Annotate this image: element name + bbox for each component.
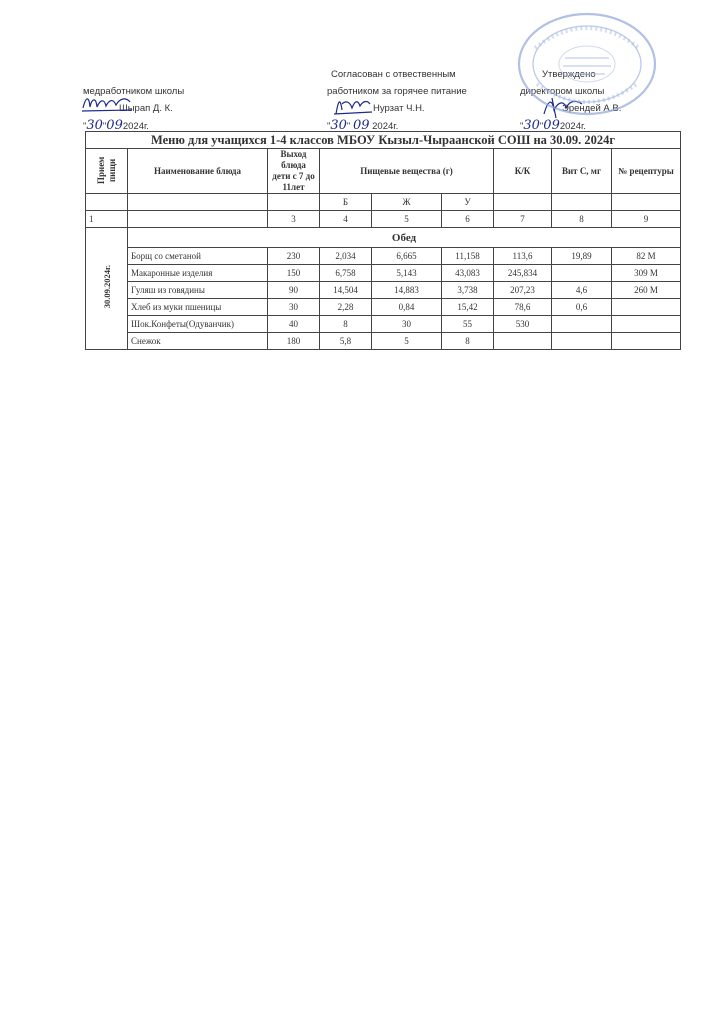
approval-right-date: "30"092024г. xyxy=(520,118,586,133)
menu-table xyxy=(85,131,681,350)
dish-vitc: 4,6 xyxy=(552,282,612,299)
header-output: Выход блюда дети с 7 до 11лет xyxy=(268,149,320,194)
table-row xyxy=(86,299,681,316)
col-number: 9 xyxy=(612,211,681,228)
section-row xyxy=(86,228,681,248)
dish-u: 15,42 xyxy=(442,299,494,316)
dish-vitc xyxy=(552,333,612,350)
col-number: 6 xyxy=(442,211,494,228)
column-number-row xyxy=(86,211,681,228)
approval-center-year: 2024г. xyxy=(372,121,399,132)
dish-output: 40 xyxy=(268,316,320,333)
dish-kk: 530 xyxy=(494,316,552,333)
dish-recipe xyxy=(612,316,681,333)
dish-b: 8 xyxy=(320,316,372,333)
approval-center-line2: работником за горячее питание xyxy=(327,86,467,97)
table-row xyxy=(86,248,681,265)
dish-kk: 245,834 xyxy=(494,265,552,282)
dish-vitc: 19,89 xyxy=(552,248,612,265)
col-number-first: 1 xyxy=(86,211,128,228)
dish-recipe: 260 М xyxy=(612,282,681,299)
dish-output: 90 xyxy=(268,282,320,299)
dish-zh: 6,665 xyxy=(372,248,442,265)
table-row xyxy=(86,333,681,350)
dish-recipe xyxy=(612,299,681,316)
dish-kk: 113,6 xyxy=(494,248,552,265)
table-row xyxy=(86,316,681,333)
table-header-row xyxy=(86,149,681,194)
bzu-b: Б xyxy=(320,194,372,211)
approval-right-line2: директором школы xyxy=(520,86,605,97)
col-number: 3 xyxy=(268,211,320,228)
dish-output: 150 xyxy=(268,265,320,282)
approval-right-line1: Утверждено xyxy=(542,69,596,80)
header-recipe: № рецептуры xyxy=(612,149,681,194)
dish-name: Хлеб из муки пшеницы xyxy=(128,299,268,316)
dish-u: 8 xyxy=(442,333,494,350)
dish-kk: 78,6 xyxy=(494,299,552,316)
header-vitc: Вит С, мг xyxy=(552,149,612,194)
dish-u: 43,083 xyxy=(442,265,494,282)
bzu-u: У xyxy=(442,194,494,211)
dish-vitc: 0,6 xyxy=(552,299,612,316)
signature-left xyxy=(80,92,140,116)
dish-b: 6,758 xyxy=(320,265,372,282)
approval-center-month: 09 xyxy=(352,118,370,133)
approval-left-month: 09 xyxy=(106,118,123,133)
dish-recipe: 82 М xyxy=(612,248,681,265)
dish-name: Борщ со сметаной xyxy=(128,248,268,265)
approval-center-day: 30 xyxy=(330,118,347,133)
col-number: 8 xyxy=(552,211,612,228)
dish-zh: 5,143 xyxy=(372,265,442,282)
header-nutrients: Пищевые вещества (г) xyxy=(320,149,494,194)
approval-center-date: "30" 09 2024г. xyxy=(327,118,399,133)
approval-right-name: Эрендей А.В. xyxy=(562,103,622,114)
col-number: 7 xyxy=(494,211,552,228)
table-title-row xyxy=(86,132,681,149)
dish-zh: 14,883 xyxy=(372,282,442,299)
dish-b: 2,28 xyxy=(320,299,372,316)
dish-output: 180 xyxy=(268,333,320,350)
dish-kk: 207,23 xyxy=(494,282,552,299)
section-title: Обед xyxy=(128,228,681,248)
dish-name: Снежок xyxy=(128,333,268,350)
dish-zh: 30 xyxy=(372,316,442,333)
approval-left-name: Шырап Д. К. xyxy=(119,103,173,114)
bzu-row xyxy=(86,194,681,211)
header-dish: Наименование блюда xyxy=(128,149,268,194)
dish-vitc xyxy=(552,316,612,333)
school-stamp xyxy=(515,8,660,120)
col-number: 5 xyxy=(372,211,442,228)
table-row xyxy=(86,282,681,299)
dish-b: 5,8 xyxy=(320,333,372,350)
approval-right-year: 2024г. xyxy=(559,121,586,132)
approval-left-year: 2024г. xyxy=(122,121,149,132)
col-number: 4 xyxy=(320,211,372,228)
approval-right-day: 30 xyxy=(523,118,540,133)
dish-kk xyxy=(494,333,552,350)
approval-right-month: 09 xyxy=(543,118,560,133)
dish-name: Шок.Конфеты(Одуванчик) xyxy=(128,316,268,333)
date-label: 30.09.2024г. xyxy=(101,265,112,309)
dish-b: 2,034 xyxy=(320,248,372,265)
dish-recipe: 309 М xyxy=(612,265,681,282)
dish-name: Макаронные изделия xyxy=(128,265,268,282)
header-kk: К/К xyxy=(494,149,552,194)
approval-center-name: Нурзат Ч.Н. xyxy=(373,103,425,114)
dish-zh: 0,84 xyxy=(372,299,442,316)
dish-zh: 5 xyxy=(372,333,442,350)
date-cell xyxy=(86,228,128,350)
dish-vitc xyxy=(552,265,612,282)
approval-left-line1: медработником школы xyxy=(83,86,185,97)
table-title: Меню для учащихся 1-4 классов МБОУ Кызыл-Чыраанской СОШ на 30.09. 2024г xyxy=(86,132,681,149)
dish-output: 30 xyxy=(268,299,320,316)
dish-output: 230 xyxy=(268,248,320,265)
dish-u: 3,738 xyxy=(442,282,494,299)
table-row xyxy=(86,265,681,282)
dish-name: Гуляш из говядины xyxy=(128,282,268,299)
dish-b: 14,504 xyxy=(320,282,372,299)
approval-left-day: 30 xyxy=(86,118,103,133)
header-meal: Прием пищи xyxy=(86,149,128,194)
signature-center xyxy=(330,92,375,118)
dish-u: 55 xyxy=(442,316,494,333)
approval-center-line1: Согласован с отвественным xyxy=(331,69,456,80)
approval-left-date: "30"092024г. xyxy=(83,118,149,133)
dish-recipe xyxy=(612,333,681,350)
dish-u: 11,158 xyxy=(442,248,494,265)
bzu-zh: Ж xyxy=(372,194,442,211)
